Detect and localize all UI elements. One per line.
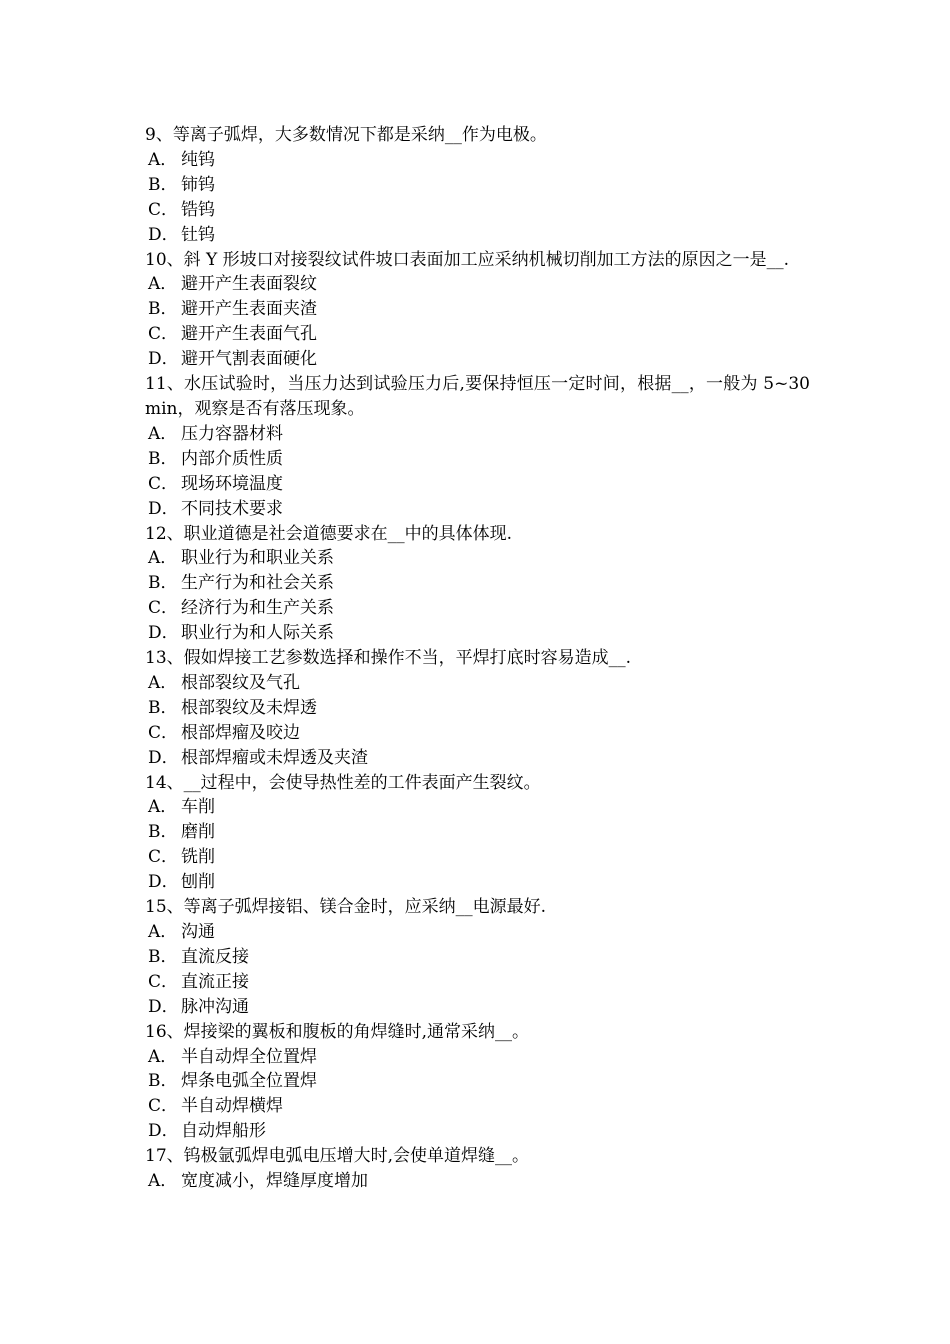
option-letter: A． bbox=[148, 548, 178, 569]
option-letter: B． bbox=[148, 299, 178, 320]
option-c bbox=[145, 472, 810, 497]
option-letter: D． bbox=[148, 747, 179, 768]
option-letter: A． bbox=[148, 149, 178, 170]
question-text: 10、斜 Y 形坡口对接裂纹试件坡口表面加工应采纳机械切削加工方法的原因之一是__. bbox=[145, 249, 790, 270]
option-d bbox=[145, 746, 810, 771]
option-b bbox=[145, 297, 810, 322]
question-block-9 bbox=[145, 123, 810, 248]
option-a bbox=[145, 546, 810, 571]
question-block-15 bbox=[145, 895, 810, 1020]
option-letter: C． bbox=[148, 971, 179, 992]
option-text: 铣削 bbox=[181, 847, 215, 868]
option-a bbox=[145, 148, 810, 173]
option-text: 职业行为和职业关系 bbox=[181, 548, 334, 569]
question-block-11 bbox=[145, 372, 810, 521]
option-letter: C． bbox=[148, 473, 179, 494]
option-text: 沟通 bbox=[181, 922, 215, 942]
option-text: 经济行为和生产关系 bbox=[181, 598, 334, 619]
question-list bbox=[145, 123, 810, 1194]
option-a bbox=[145, 671, 810, 696]
option-letter: A． bbox=[148, 1046, 178, 1067]
option-text: 铈钨 bbox=[181, 174, 215, 195]
option-letter: D． bbox=[148, 623, 179, 644]
option-text: 不同技术要求 bbox=[181, 498, 283, 519]
option-text: 避开产生表面裂纹 bbox=[181, 274, 317, 295]
option-letter: C． bbox=[148, 722, 179, 743]
option-letter: D． bbox=[148, 498, 179, 519]
question-text: 13、假如焊接工艺参数选择和操作不当，平焊打底时容易造成__. bbox=[145, 648, 632, 669]
option-text: 避开产生表面气孔 bbox=[181, 324, 317, 345]
option-text: 半自动焊横焊 bbox=[181, 1096, 283, 1117]
option-letter: C． bbox=[148, 1096, 179, 1117]
option-c bbox=[145, 721, 810, 746]
question-block-12 bbox=[145, 522, 810, 647]
question-text: 16、焊接梁的翼板和腹板的角焊缝时,通常采纳__。 bbox=[145, 1021, 530, 1042]
option-d bbox=[145, 497, 810, 522]
option-text: 车削 bbox=[181, 797, 215, 818]
option-text: 半自动焊全位置焊 bbox=[181, 1046, 317, 1067]
option-letter: A． bbox=[148, 797, 178, 818]
option-letter: A． bbox=[148, 1171, 178, 1192]
question-text: 17、钨极氩弧焊电弧电压增大时,会使单道焊缝__。 bbox=[145, 1146, 530, 1167]
option-letter: C． bbox=[148, 847, 179, 868]
option-d bbox=[145, 621, 810, 646]
question-text: 9、等离子弧焊，大多数情况下都是采纳__作为电极。 bbox=[145, 125, 547, 145]
question-text: 11、水压试验时，当压力达到试验压力后,要保持恒压一定时间，根据__，一般为 5~30min，观察是否有落压现象。 bbox=[145, 374, 810, 419]
option-text: 压力容器材料 bbox=[181, 423, 283, 444]
option-letter: C． bbox=[148, 324, 179, 345]
option-a bbox=[145, 272, 810, 297]
option-letter: D． bbox=[148, 1121, 179, 1142]
option-letter: D． bbox=[148, 996, 179, 1017]
option-letter: C． bbox=[148, 199, 179, 220]
option-letter: D． bbox=[148, 349, 179, 370]
option-text: 直流正接 bbox=[181, 971, 249, 992]
question-text: 15、等离子弧焊接铝、镁合金时，应采纳__电源最好. bbox=[145, 897, 547, 918]
option-b bbox=[145, 820, 810, 845]
option-text: 纯钨 bbox=[181, 149, 215, 170]
option-c bbox=[145, 970, 810, 995]
option-text: 根部裂纹及未焊透 bbox=[181, 697, 317, 718]
option-c bbox=[145, 322, 810, 347]
option-text: 根部焊瘤或未焊透及夹渣 bbox=[181, 747, 368, 768]
option-text: 根部裂纹及气孔 bbox=[181, 672, 300, 693]
option-letter: A． bbox=[148, 423, 178, 444]
option-text: 生产行为和社会关系 bbox=[181, 573, 334, 594]
option-text: 锆钨 bbox=[181, 199, 215, 220]
option-b bbox=[145, 696, 810, 721]
question-text: 12、职业道德是社会道德要求在__中的具体体现. bbox=[145, 523, 513, 544]
option-text: 脉冲沟通 bbox=[181, 996, 249, 1017]
option-d bbox=[145, 1119, 810, 1144]
option-b bbox=[145, 945, 810, 970]
option-text: 磨削 bbox=[181, 822, 215, 843]
option-c bbox=[145, 1094, 810, 1119]
option-c bbox=[145, 845, 810, 870]
question-block-10 bbox=[145, 248, 810, 373]
option-b bbox=[145, 571, 810, 596]
option-c bbox=[145, 198, 810, 223]
option-a bbox=[145, 422, 810, 447]
option-text: 刨削 bbox=[181, 872, 215, 893]
option-a bbox=[145, 1169, 810, 1194]
option-text: 避开气割表面硬化 bbox=[181, 349, 317, 370]
option-d bbox=[145, 223, 810, 248]
option-b bbox=[145, 173, 810, 198]
option-letter: A． bbox=[148, 672, 178, 693]
option-text: 内部介质性质 bbox=[181, 448, 283, 469]
question-block-17 bbox=[145, 1144, 810, 1194]
option-d bbox=[145, 347, 810, 372]
option-text: 直流反接 bbox=[181, 946, 249, 967]
option-text: 自动焊船形 bbox=[181, 1121, 266, 1142]
question-block-16 bbox=[145, 1020, 810, 1145]
option-text: 宽度减小，焊缝厚度增加 bbox=[181, 1171, 368, 1192]
option-letter: B． bbox=[148, 822, 178, 843]
option-a bbox=[145, 920, 810, 945]
option-d bbox=[145, 870, 810, 895]
option-text: 职业行为和人际关系 bbox=[181, 623, 334, 644]
option-b bbox=[145, 447, 810, 472]
option-letter: B． bbox=[148, 174, 178, 195]
option-a bbox=[145, 1045, 810, 1070]
option-letter: B． bbox=[148, 946, 178, 967]
option-letter: D． bbox=[148, 872, 179, 893]
option-letter: B． bbox=[148, 573, 178, 594]
question-block-14 bbox=[145, 771, 810, 896]
option-text: 钍钨 bbox=[181, 224, 215, 245]
question-text: 14、__过程中，会使导热性差的工件表面产生裂纹。 bbox=[145, 772, 541, 793]
question-block-13 bbox=[145, 646, 810, 771]
option-letter: B． bbox=[148, 1071, 178, 1092]
option-d bbox=[145, 995, 810, 1020]
option-text: 焊条电弧全位置焊 bbox=[181, 1071, 317, 1092]
option-letter: B． bbox=[148, 697, 178, 718]
option-letter: C． bbox=[148, 598, 179, 619]
option-letter: B． bbox=[148, 448, 178, 469]
option-letter: D． bbox=[148, 224, 179, 245]
option-letter: A． bbox=[148, 922, 178, 942]
option-text: 避开产生表面夹渣 bbox=[181, 299, 317, 320]
option-text: 根部焊瘤及咬边 bbox=[181, 722, 300, 743]
option-c bbox=[145, 596, 810, 621]
option-text: 现场环境温度 bbox=[181, 473, 283, 494]
option-b bbox=[145, 1069, 810, 1094]
option-a bbox=[145, 795, 810, 820]
option-letter: A． bbox=[148, 274, 178, 295]
